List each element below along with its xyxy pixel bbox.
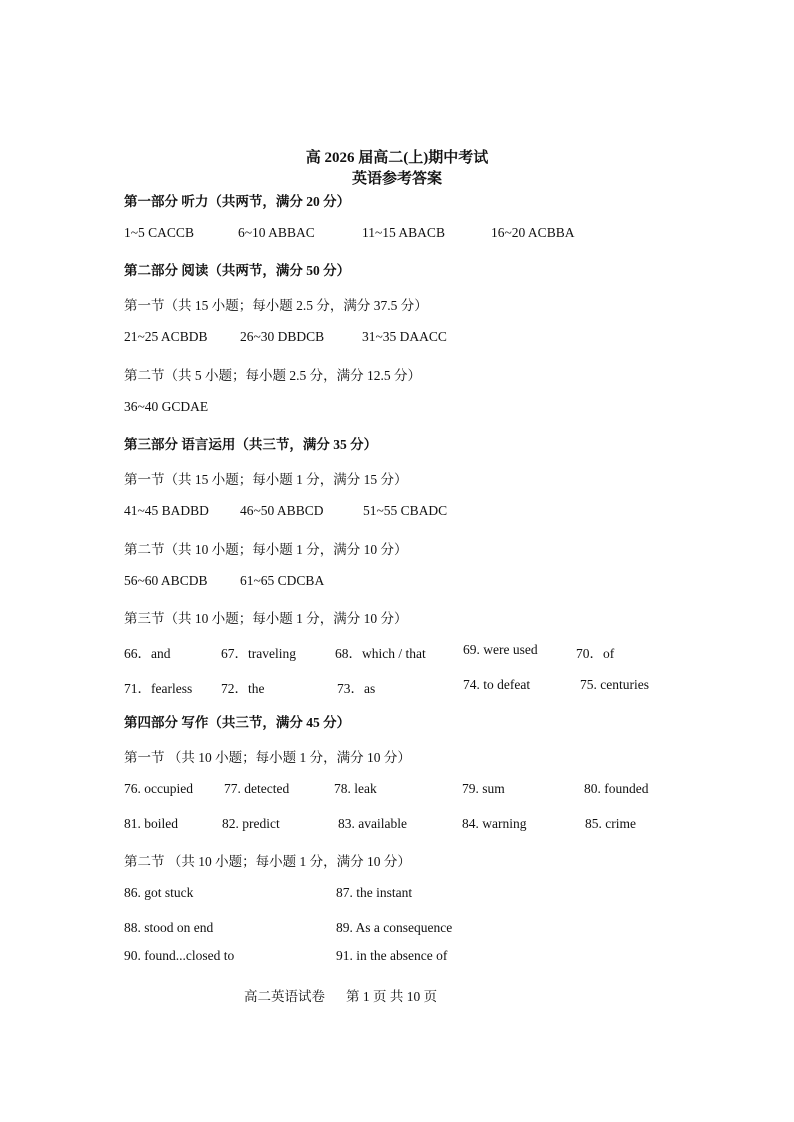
answer-item: 76. occupied	[124, 781, 193, 796]
answer-item: 79. sum	[462, 781, 505, 796]
part4-section2-row1	[0, 885, 794, 903]
answer-group: 1~5 CACCB	[124, 225, 194, 240]
answer-item: 80. founded	[584, 781, 649, 796]
part1-answers-row	[0, 225, 794, 243]
answer-group: 41~45 BADBD	[124, 503, 209, 518]
answer-item: 72．the	[221, 681, 265, 696]
part1-heading: 第一部分 听力（共两节，满分 20 分）	[124, 194, 351, 209]
part4-section2-row2	[0, 920, 794, 938]
answer-group: 51~55 CBADC	[363, 503, 448, 518]
footer-page-number: 第 1 页 共 10 页	[346, 989, 438, 1004]
part4-section2-heading: 第二节 （共 10 小题；每小题 1 分，满分 10 分）	[124, 854, 411, 869]
part4-heading: 第四部分 写作（共三节，满分 45 分）	[124, 715, 351, 730]
answer-item: 83. available	[338, 816, 407, 831]
answer-group: 61~65 CDCBA	[240, 573, 325, 588]
part3-section2-answers	[0, 573, 794, 591]
answer-item: 71．fearless	[124, 681, 193, 696]
answer-item: 66．and	[124, 646, 171, 661]
part3-section1-heading: 第一节（共 15 小题；每小题 1 分，满分 15 分）	[124, 472, 408, 487]
footer-subject: 高二英语试卷	[244, 989, 325, 1004]
part3-section3-heading: 第三节（共 10 小题；每小题 1 分，满分 10 分）	[124, 611, 408, 626]
answer-item: 86. got stuck	[124, 885, 194, 900]
answer-group: 31~35 DAACC	[362, 329, 447, 344]
part2-section1-answers	[0, 329, 794, 347]
answer-item: 91. in the absence of	[336, 948, 448, 963]
answer-group: 16~20 ACBBA	[491, 225, 575, 240]
answer-group: 11~15 ABACB	[362, 225, 445, 240]
part3-section3-row2	[0, 677, 794, 695]
page-footer	[0, 985, 794, 1003]
part3-section2-heading: 第二节（共 10 小题；每小题 1 分，满分 10 分）	[124, 542, 408, 557]
exam-title: 高 2026 届高二(上)期中考试	[305, 150, 489, 166]
answer-item: 89. As a consequence	[336, 920, 453, 935]
exam-subtitle: 英语参考答案	[351, 171, 442, 187]
answer-item: 82. predict	[222, 816, 280, 831]
part4-section1-heading: 第一节 （共 10 小题；每小题 1 分，满分 10 分）	[124, 750, 411, 765]
answer-item: 87. the instant	[336, 885, 413, 900]
answer-item: 73．as	[337, 681, 376, 696]
answer-group: 26~30 DBDCB	[240, 329, 325, 344]
answer-item: 70．of	[576, 646, 615, 661]
answer-group: 56~60 ABCDB	[124, 573, 208, 588]
answer-item: 88. stood on end	[124, 920, 214, 935]
answer-item: 75. centuries	[580, 677, 649, 692]
answer-group: 46~50 ABBCD	[240, 503, 324, 518]
answer-item: 78. leak	[334, 781, 377, 796]
answer-group: 6~10 ABBAC	[238, 225, 315, 240]
answer-item: 81. boiled	[124, 816, 178, 831]
part4-section1-row1	[0, 781, 794, 799]
part3-section3-row1	[0, 642, 794, 660]
part3-heading: 第三部分 语言运用（共三节，满分 35 分）	[124, 437, 378, 452]
answer-item: 85. crime	[585, 816, 636, 831]
answer-item: 74. to defeat	[463, 677, 531, 692]
answer-group: 21~25 ACBDB	[124, 329, 208, 344]
answer-item: 77. detected	[224, 781, 290, 796]
part2-heading: 第二部分 阅读（共两节，满分 50 分）	[124, 263, 351, 278]
part2-section2-answers: 36~40 GCDAE	[124, 399, 209, 414]
answer-item: 84. warning	[462, 816, 527, 831]
answer-item: 69. were used	[463, 642, 538, 657]
part2-section1-heading: 第一节（共 15 小题；每小题 2.5 分，满分 37.5 分）	[124, 298, 428, 313]
answer-item: 67．traveling	[221, 646, 296, 661]
part3-section1-answers	[0, 503, 794, 521]
answer-item: 90. found...closed to	[124, 948, 235, 963]
part2-section2-heading: 第二节（共 5 小题；每小题 2.5 分，满分 12.5 分）	[124, 368, 421, 383]
part4-section2-row3	[0, 948, 794, 966]
part4-section1-row2	[0, 816, 794, 834]
answer-item: 68．which / that	[335, 646, 426, 661]
